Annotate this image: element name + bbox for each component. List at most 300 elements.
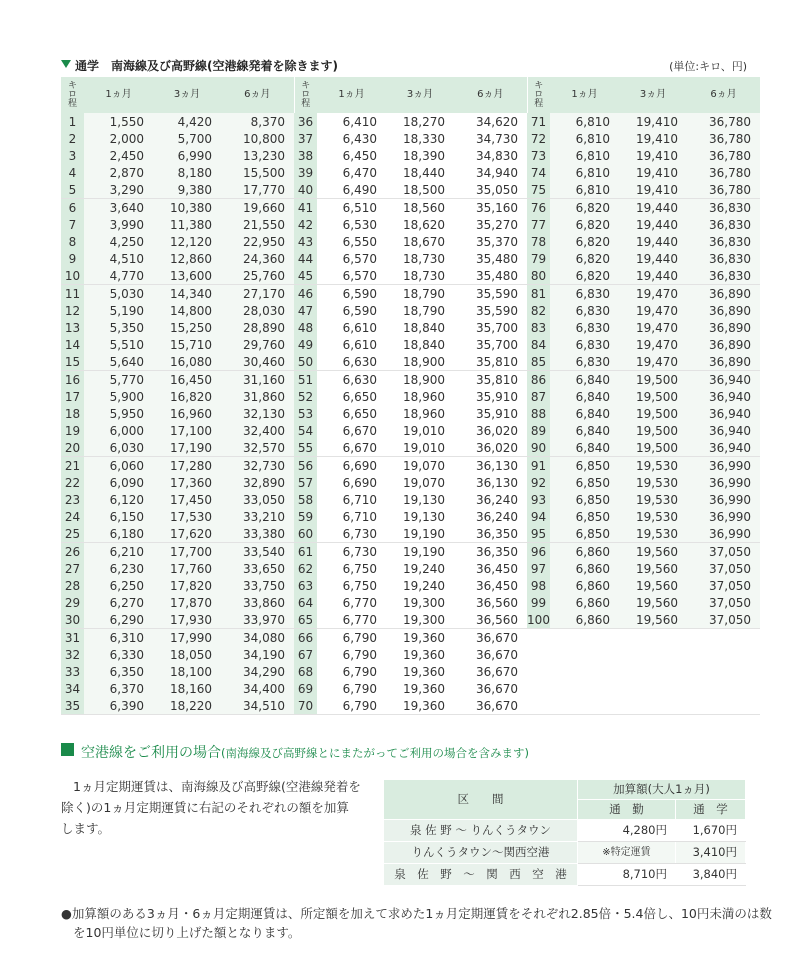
fare-3month-cell: 18,270 <box>386 113 454 130</box>
km-cell: 67 <box>294 646 317 663</box>
col-header-km-char: ロ <box>67 89 77 100</box>
fare-1month-cell: 6,730 <box>317 525 386 543</box>
airport-section-subtitle: (南海線及び高野線とにまたがってご利用の場合を含みます) <box>221 746 529 760</box>
fare-1month-cell: 6,750 <box>317 577 386 594</box>
km-cell: 100 <box>527 612 550 627</box>
surcharge-row <box>384 864 746 886</box>
fare-6month-cell: 31,860 <box>221 388 294 405</box>
fare-1month-cell: 6,590 <box>317 285 386 303</box>
km-cell: 11 <box>61 285 84 303</box>
unit-note: (単位:キロ、円) <box>669 60 747 73</box>
fare-6month-cell: 28,890 <box>221 319 294 336</box>
fare-row <box>61 113 760 130</box>
col-header-km <box>294 77 317 113</box>
km-cell: 72 <box>527 130 550 147</box>
fare-6month-cell: 35,810 <box>454 353 527 371</box>
km-cell: 75 <box>527 181 550 199</box>
fare-row <box>61 663 760 680</box>
fare-1month-cell: 4,250 <box>84 233 153 250</box>
fare-3month-cell: 14,340 <box>153 285 221 303</box>
km-cell: 40 <box>294 181 317 199</box>
km-cell: 39 <box>294 164 317 181</box>
fare-6month-cell: 34,510 <box>221 697 294 715</box>
km-cell: 60 <box>294 525 317 543</box>
km-cell: 98 <box>527 577 550 594</box>
col-header-km-char: 程 <box>67 98 77 109</box>
fare-row <box>61 629 760 647</box>
fare-3month-cell: 18,790 <box>386 302 454 319</box>
fare-6month-cell: 36,990 <box>687 491 760 508</box>
school-surcharge-cell: 3,410円 <box>676 842 746 864</box>
fare-6month-cell: 35,700 <box>454 336 527 353</box>
fare-6month-cell: 36,890 <box>687 336 760 353</box>
km-cell: 99 <box>527 594 550 611</box>
km-cell: 50 <box>294 353 317 371</box>
fare-row <box>61 474 760 491</box>
airport-section-title: 空港線をご利用の場合 <box>81 745 221 761</box>
fare-1month-cell: 6,270 <box>84 594 153 611</box>
fare-6month-cell: 34,400 <box>221 680 294 697</box>
fare-3month-cell: 16,820 <box>153 388 221 405</box>
fare-1month-cell: 6,330 <box>84 646 153 663</box>
fare-6month-cell: 35,910 <box>454 405 527 422</box>
fare-3month-cell: 19,500 <box>619 371 687 389</box>
school-surcharge-cell: 1,670円 <box>676 820 746 842</box>
fare-6month-cell: 36,830 <box>687 267 760 285</box>
fare-row <box>61 285 760 303</box>
fare-3month-cell: 19,500 <box>619 439 687 457</box>
col-header-1month: 1ヵ月 <box>317 77 386 113</box>
empty-cell <box>687 697 760 715</box>
km-cell: 28 <box>61 577 84 594</box>
fare-3month-cell: 18,900 <box>386 353 454 371</box>
empty-cell <box>619 629 687 647</box>
fare-1month-cell: 6,790 <box>317 663 386 680</box>
fare-3month-cell: 19,410 <box>619 130 687 147</box>
fare-1month-cell: 6,120 <box>84 491 153 508</box>
col-header-6month: 6ヵ月 <box>221 77 294 113</box>
fare-6month-cell: 36,240 <box>454 491 527 508</box>
fare-6month-cell: 36,940 <box>687 439 760 457</box>
fare-row <box>61 267 760 285</box>
empty-cell <box>619 646 687 663</box>
fare-1month-cell: 6,530 <box>317 216 386 233</box>
fare-3month-cell: 19,530 <box>619 474 687 491</box>
fare-3month-cell: 17,190 <box>153 439 221 457</box>
fare-1month-cell: 5,640 <box>84 353 153 371</box>
fare-row <box>61 560 760 577</box>
km-cell: 19 <box>61 422 84 439</box>
fare-6month-cell: 33,750 <box>221 577 294 594</box>
fare-1month-cell: 6,570 <box>317 250 386 267</box>
fare-3month-cell: 19,410 <box>619 147 687 164</box>
fare-3month-cell: 19,530 <box>619 525 687 543</box>
empty-cell <box>619 697 687 715</box>
triangle-down-icon <box>61 60 71 68</box>
fare-row <box>61 646 760 663</box>
fare-1month-cell: 6,470 <box>317 164 386 181</box>
empty-cell <box>550 697 619 715</box>
fare-row <box>61 371 760 389</box>
fare-row <box>61 457 760 475</box>
fare-6month-cell: 34,940 <box>454 164 527 181</box>
school-surcharge-cell: 3,840円 <box>676 864 746 886</box>
fare-1month-cell: 6,820 <box>550 250 619 267</box>
fare-3month-cell: 19,560 <box>619 577 687 594</box>
fare-1month-cell: 6,830 <box>550 285 619 303</box>
col-section-header: 区 間 <box>384 780 578 820</box>
fare-1month-cell: 6,810 <box>550 130 619 147</box>
km-cell: 97 <box>527 560 550 577</box>
fare-row <box>61 388 760 405</box>
fare-3month-cell: 19,470 <box>619 285 687 303</box>
col-header-6month: 6ヵ月 <box>687 77 760 113</box>
fare-1month-cell: 6,750 <box>317 560 386 577</box>
fare-1month-cell: 6,610 <box>317 319 386 336</box>
km-cell: 8 <box>61 233 84 250</box>
fare-6month-cell: 36,670 <box>454 680 527 697</box>
empty-cell <box>550 646 619 663</box>
fare-1month-cell: 5,030 <box>84 285 153 303</box>
km-cell: 42 <box>294 216 317 233</box>
km-cell: 76 <box>527 199 550 217</box>
fare-3month-cell: 19,360 <box>386 629 454 647</box>
fare-1month-cell: 6,690 <box>317 474 386 491</box>
fare-6month-cell: 13,230 <box>221 147 294 164</box>
fare-3month-cell: 19,470 <box>619 336 687 353</box>
fare-row <box>61 336 760 353</box>
fare-1month-cell: 6,230 <box>84 560 153 577</box>
fare-6month-cell: 32,130 <box>221 405 294 422</box>
fare-6month-cell: 28,030 <box>221 302 294 319</box>
fare-3month-cell: 19,240 <box>386 560 454 577</box>
fare-3month-cell: 19,440 <box>619 233 687 250</box>
col-header-1month: 1ヵ月 <box>550 77 619 113</box>
km-cell: 9 <box>61 250 84 267</box>
fare-3month-cell: 18,160 <box>153 680 221 697</box>
fare-1month-cell: 6,840 <box>550 422 619 439</box>
fare-1month-cell: 4,510 <box>84 250 153 267</box>
km-cell: 83 <box>527 319 550 336</box>
section-header <box>61 57 747 71</box>
fare-3month-cell: 14,800 <box>153 302 221 319</box>
fare-1month-cell: 6,840 <box>550 371 619 389</box>
fare-row <box>61 130 760 147</box>
fare-3month-cell: 18,790 <box>386 285 454 303</box>
square-bullet-icon <box>61 743 74 756</box>
km-cell: 63 <box>294 577 317 594</box>
km-cell: 95 <box>527 525 550 543</box>
fare-row <box>61 680 760 697</box>
fare-6month-cell: 36,890 <box>687 302 760 319</box>
fare-3month-cell: 16,080 <box>153 353 221 371</box>
fare-1month-cell: 6,820 <box>550 216 619 233</box>
fare-row <box>61 697 760 715</box>
airport-paragraph: 1ヵ月定期運賃は、南海線及び高野線(空港線発着を除く)の1ヵ月定期運賃に右記のそれぞれの額を加算します。 <box>61 779 361 836</box>
fare-6month-cell: 36,890 <box>687 319 760 336</box>
fare-table <box>61 77 760 715</box>
fare-1month-cell: 6,810 <box>550 113 619 130</box>
fare-1month-cell: 6,150 <box>84 508 153 525</box>
fare-6month-cell: 36,780 <box>687 147 760 164</box>
fare-row <box>61 216 760 233</box>
fare-3month-cell: 17,620 <box>153 525 221 543</box>
fare-6month-cell: 35,910 <box>454 388 527 405</box>
fare-3month-cell: 16,960 <box>153 405 221 422</box>
km-cell: 29 <box>61 594 84 611</box>
fare-3month-cell: 19,440 <box>619 216 687 233</box>
km-cell: 13 <box>61 319 84 336</box>
fare-1month-cell: 6,840 <box>550 388 619 405</box>
fare-row <box>61 439 760 457</box>
empty-cell <box>527 663 550 680</box>
fare-3month-cell: 13,600 <box>153 267 221 285</box>
fare-1month-cell: 5,950 <box>84 405 153 422</box>
fare-3month-cell: 19,410 <box>619 164 687 181</box>
fare-3month-cell: 19,500 <box>619 405 687 422</box>
fare-1month-cell: 5,900 <box>84 388 153 405</box>
fare-3month-cell: 19,560 <box>619 560 687 577</box>
fare-6month-cell: 35,050 <box>454 181 527 199</box>
fare-3month-cell: 17,870 <box>153 594 221 611</box>
km-cell: 48 <box>294 319 317 336</box>
fare-3month-cell: 19,440 <box>619 250 687 267</box>
empty-cell <box>619 680 687 697</box>
km-cell: 12 <box>61 302 84 319</box>
fare-row <box>61 250 760 267</box>
fare-3month-cell: 18,500 <box>386 181 454 199</box>
fare-3month-cell: 19,190 <box>386 543 454 561</box>
fare-6month-cell: 36,780 <box>687 181 760 199</box>
fare-1month-cell: 6,370 <box>84 680 153 697</box>
fare-6month-cell: 36,350 <box>454 543 527 561</box>
km-cell: 80 <box>527 267 550 285</box>
fare-3month-cell: 19,470 <box>619 353 687 371</box>
fare-6month-cell: 36,990 <box>687 457 760 475</box>
fare-6month-cell: 37,050 <box>687 560 760 577</box>
fare-1month-cell: 6,790 <box>317 629 386 647</box>
fare-3month-cell: 18,100 <box>153 663 221 680</box>
airport-section-heading <box>61 742 761 761</box>
fare-3month-cell: 12,860 <box>153 250 221 267</box>
fare-3month-cell: 19,190 <box>386 525 454 543</box>
fare-3month-cell: 19,130 <box>386 491 454 508</box>
fare-1month-cell: 6,510 <box>317 199 386 217</box>
fare-1month-cell: 6,650 <box>317 405 386 422</box>
fare-1month-cell: 6,790 <box>317 680 386 697</box>
fare-6month-cell: 33,540 <box>221 543 294 561</box>
km-cell: 93 <box>527 491 550 508</box>
fare-1month-cell: 6,060 <box>84 457 153 475</box>
col-header-6month: 6ヵ月 <box>454 77 527 113</box>
footnote: ●加算額のある3ヵ月・6ヵ月定期運賃は、所定額を加えて求めた1ヵ月定期運賃をそれぞれ2.85倍・5.4倍し、10円未満のは数を10円単位に切り上げた額となります。 <box>61 906 772 940</box>
fare-6month-cell: 25,760 <box>221 267 294 285</box>
fare-3month-cell: 19,530 <box>619 457 687 475</box>
fare-3month-cell: 19,360 <box>386 663 454 680</box>
fare-1month-cell: 6,550 <box>317 233 386 250</box>
km-cell: 73 <box>527 147 550 164</box>
fare-3month-cell: 19,240 <box>386 577 454 594</box>
km-cell: 96 <box>527 543 550 561</box>
fare-1month-cell: 6,790 <box>317 697 386 715</box>
fare-6month-cell: 19,660 <box>221 199 294 217</box>
km-cell: 94 <box>527 508 550 525</box>
fare-3month-cell: 9,380 <box>153 181 221 199</box>
fare-1month-cell: 6,820 <box>550 267 619 285</box>
fare-1month-cell: 6,630 <box>317 371 386 389</box>
fare-3month-cell: 17,530 <box>153 508 221 525</box>
fare-1month-cell: 6,850 <box>550 508 619 525</box>
fare-6month-cell: 35,480 <box>454 267 527 285</box>
empty-cell <box>527 680 550 697</box>
km-cell: 15 <box>61 353 84 371</box>
fare-1month-cell: 5,770 <box>84 371 153 389</box>
fare-1month-cell: 6,350 <box>84 663 153 680</box>
fare-3month-cell: 19,300 <box>386 611 454 629</box>
surcharge-table <box>383 779 746 886</box>
km-cell: 30 <box>61 611 84 629</box>
km-cell: 54 <box>294 422 317 439</box>
km-cell: 78 <box>527 233 550 250</box>
km-cell: 38 <box>294 147 317 164</box>
km-cell: 14 <box>61 336 84 353</box>
col-header-3month: 3ヵ月 <box>386 77 454 113</box>
fare-1month-cell: 6,860 <box>550 560 619 577</box>
fare-3month-cell: 10,380 <box>153 199 221 217</box>
km-cell: 17 <box>61 388 84 405</box>
km-cell: 47 <box>294 302 317 319</box>
km-cell: 71 <box>527 113 550 130</box>
fare-1month-cell: 6,310 <box>84 629 153 647</box>
fare-6month-cell: 36,020 <box>454 422 527 439</box>
fare-1month-cell: 6,850 <box>550 491 619 508</box>
fare-row <box>61 319 760 336</box>
km-cell: 44 <box>294 250 317 267</box>
km-cell: 49 <box>294 336 317 353</box>
fare-row <box>61 353 760 371</box>
km-cell: 62 <box>294 560 317 577</box>
fare-1month-cell: 2,000 <box>84 130 153 147</box>
fare-row <box>61 147 760 164</box>
col-school-header: 通 学 <box>676 800 746 820</box>
fare-row <box>61 199 760 217</box>
km-cell: 65 <box>294 611 317 629</box>
fare-6month-cell: 21,550 <box>221 216 294 233</box>
fare-3month-cell: 17,280 <box>153 457 221 475</box>
km-cell: 20 <box>61 439 84 457</box>
km-cell: 90 <box>527 439 550 457</box>
fare-3month-cell: 19,440 <box>619 199 687 217</box>
km-cell: 36 <box>294 113 317 130</box>
fare-6month-cell: 34,290 <box>221 663 294 680</box>
col-header-km-char: キ <box>301 80 311 91</box>
fare-6month-cell: 33,650 <box>221 560 294 577</box>
col-header-km-char: ロ <box>301 89 311 100</box>
fare-6month-cell: 29,760 <box>221 336 294 353</box>
km-cell: 68 <box>294 663 317 680</box>
fare-1month-cell: 6,710 <box>317 508 386 525</box>
fare-1month-cell: 6,210 <box>84 543 153 561</box>
km-cell: 22 <box>61 474 84 491</box>
fare-6month-cell: 36,940 <box>687 405 760 422</box>
km-cell: 5 <box>61 181 84 199</box>
km-cell: 59 <box>294 508 317 525</box>
fare-3month-cell: 19,010 <box>386 439 454 457</box>
fare-1month-cell: 6,860 <box>550 594 619 611</box>
fare-3month-cell: 5,700 <box>153 130 221 147</box>
km-cell: 82 <box>527 302 550 319</box>
fare-3month-cell: 18,050 <box>153 646 221 663</box>
km-cell: 26 <box>61 543 84 561</box>
empty-cell <box>687 680 760 697</box>
fare-3month-cell: 19,360 <box>386 697 454 715</box>
fare-6month-cell: 32,570 <box>221 439 294 457</box>
km-cell: 58 <box>294 491 317 508</box>
col-header-km-char: キ <box>67 80 77 91</box>
km-cell: 57 <box>294 474 317 491</box>
col-header-km-char: 程 <box>301 98 311 109</box>
fare-3month-cell: 19,070 <box>386 457 454 475</box>
km-cell: 32 <box>61 646 84 663</box>
empty-cell <box>527 697 550 715</box>
fare-1month-cell: 6,450 <box>317 147 386 164</box>
fare-6month-cell: 34,620 <box>454 113 527 130</box>
km-cell: 92 <box>527 474 550 491</box>
fare-6month-cell: 35,270 <box>454 216 527 233</box>
km-cell: 53 <box>294 405 317 422</box>
surcharge-row <box>384 842 746 864</box>
fare-6month-cell: 36,890 <box>687 285 760 303</box>
fare-3month-cell: 19,560 <box>619 594 687 611</box>
fare-1month-cell: 6,830 <box>550 302 619 319</box>
fare-1month-cell: 6,860 <box>550 611 619 629</box>
fare-6month-cell: 37,050 <box>687 543 760 561</box>
fare-6month-cell: 30,460 <box>221 353 294 371</box>
fare-6month-cell: 36,130 <box>454 474 527 491</box>
fare-row <box>61 302 760 319</box>
col-surcharge-header: 加算額(大人1ヵ月) <box>578 780 746 800</box>
fare-6month-cell: 34,830 <box>454 147 527 164</box>
fare-row <box>61 508 760 525</box>
km-cell: 21 <box>61 457 84 475</box>
fare-1month-cell: 6,810 <box>550 181 619 199</box>
fare-6month-cell: 35,590 <box>454 285 527 303</box>
fare-3month-cell: 19,410 <box>619 113 687 130</box>
fare-1month-cell: 6,840 <box>550 439 619 457</box>
km-cell: 23 <box>61 491 84 508</box>
km-cell: 1 <box>61 113 84 130</box>
fare-3month-cell: 19,530 <box>619 491 687 508</box>
fare-6month-cell: 36,940 <box>687 388 760 405</box>
fare-1month-cell: 5,350 <box>84 319 153 336</box>
fare-6month-cell: 32,730 <box>221 457 294 475</box>
fare-3month-cell: 12,120 <box>153 233 221 250</box>
fare-1month-cell: 6,840 <box>550 405 619 422</box>
empty-cell <box>550 629 619 647</box>
empty-cell <box>550 680 619 697</box>
fare-1month-cell: 6,670 <box>317 439 386 457</box>
km-cell: 24 <box>61 508 84 525</box>
fare-3month-cell: 18,840 <box>386 319 454 336</box>
fare-1month-cell: 6,830 <box>550 336 619 353</box>
km-cell: 77 <box>527 216 550 233</box>
km-cell: 33 <box>61 663 84 680</box>
fare-table-header <box>61 77 760 113</box>
fare-1month-cell: 6,860 <box>550 543 619 561</box>
fare-1month-cell: 6,810 <box>550 164 619 181</box>
fare-row <box>61 594 760 611</box>
fare-6month-cell: 27,170 <box>221 285 294 303</box>
